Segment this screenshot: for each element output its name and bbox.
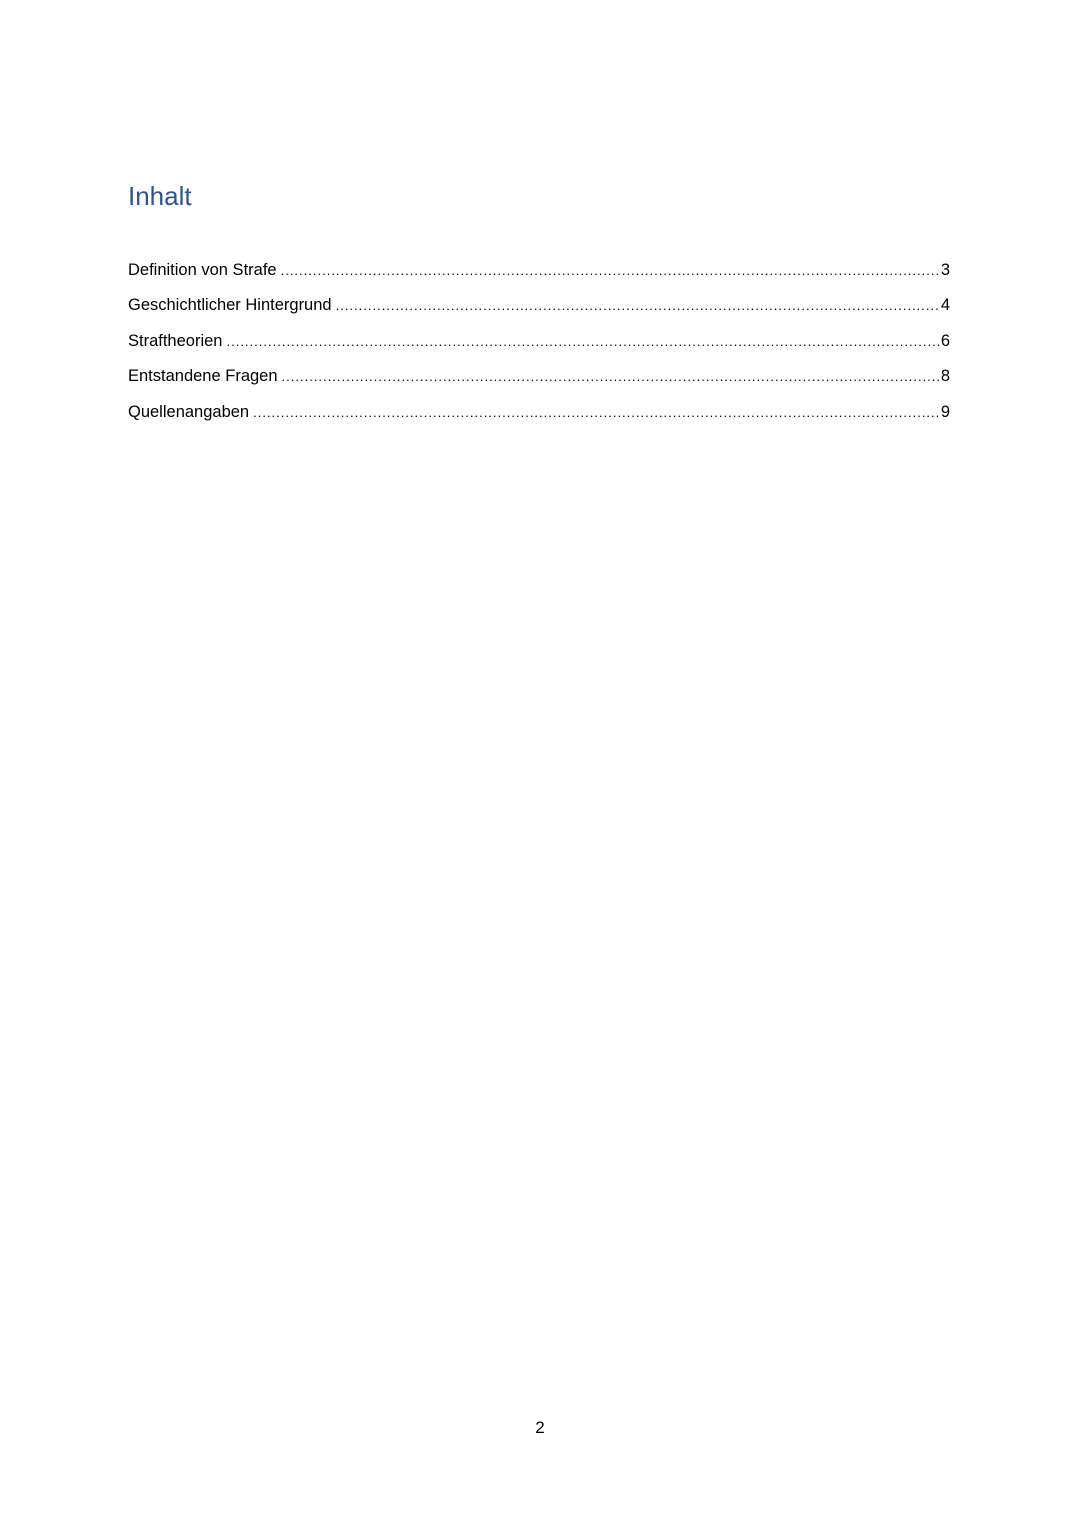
toc-entry-page: 6 — [940, 331, 950, 350]
toc-entry-title: Quellenangaben — [128, 402, 250, 421]
toc-entry-questions[interactable] — [128, 364, 950, 399]
toc-entry-title: Straftheorien — [128, 331, 223, 350]
toc-dot-leader — [282, 365, 940, 389]
toc-dot-leader — [226, 330, 939, 354]
toc-dot-leader — [336, 294, 940, 318]
toc-dot-leader — [281, 259, 940, 283]
toc-dot-leader — [253, 401, 940, 425]
toc-entry-page: 4 — [940, 296, 950, 315]
toc-entry-definition[interactable] — [128, 258, 950, 293]
toc-entry-title: Geschichtlicher Hintergrund — [128, 296, 332, 315]
toc-entry-title: Definition von Strafe — [128, 261, 277, 279]
page-number: 2 — [535, 1418, 545, 1437]
toc-entry-title: Entstandene Fragen — [128, 367, 278, 386]
toc-entry-theories[interactable] — [128, 329, 950, 364]
table-of-contents — [128, 258, 950, 435]
toc-entry-page: 8 — [940, 367, 950, 386]
toc-entry-sources[interactable] — [128, 400, 950, 435]
toc-entry-page: 9 — [940, 402, 950, 421]
toc-heading: Inhalt — [128, 181, 192, 211]
toc-entry-page: 3 — [940, 261, 950, 279]
toc-entry-history[interactable] — [128, 293, 950, 328]
